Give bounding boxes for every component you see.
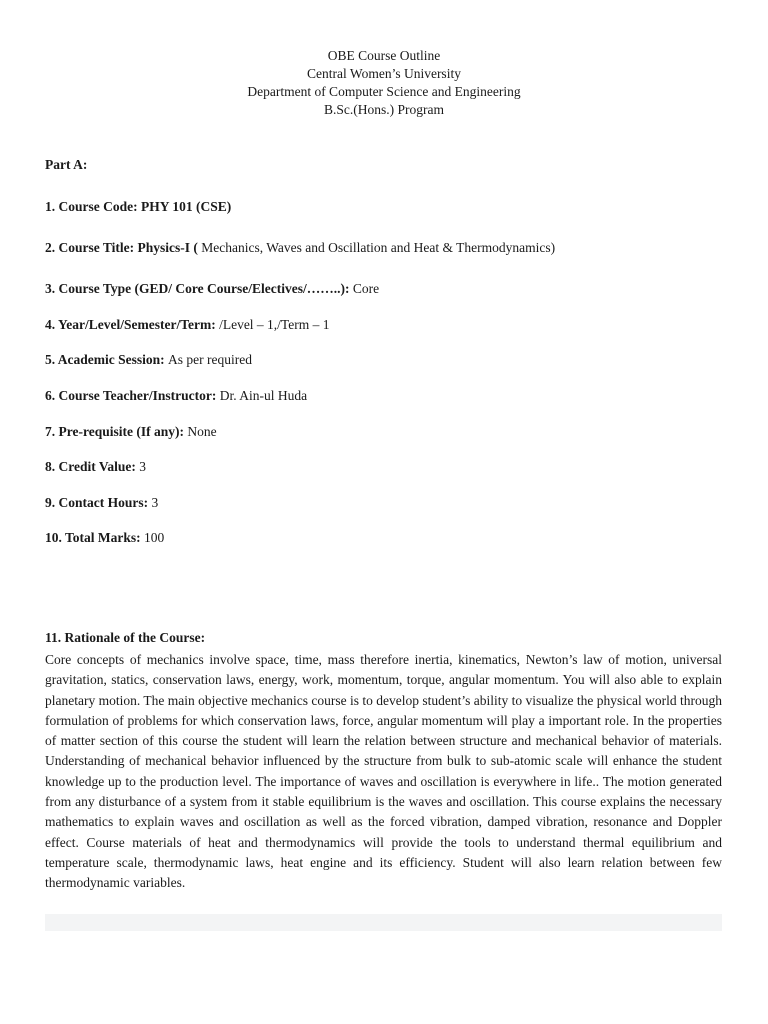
field-contact-hours-label: 9. Contact Hours: (45, 495, 152, 510)
part-a-heading: Part A: (45, 157, 88, 172)
field-course-type (45, 280, 379, 298)
field-course-teacher (45, 387, 307, 405)
field-course-title (45, 239, 555, 257)
field-academic-session-value: As per required (168, 352, 252, 367)
field-year-level-label: 4. Year/Level/Semester/Term: (45, 317, 220, 332)
field-credit-value-value: 3 (139, 459, 147, 474)
field-credit-value-label: 8. Credit Value: (45, 459, 140, 474)
rationale-heading: 11. Rationale of the Course: (45, 630, 206, 645)
header-line-program: B.Sc.(Hons.) Program (324, 102, 444, 117)
rationale-paragraph: Core concepts of mechanics involve space, time, mass therefore inertia, kinematics, Newton’s law of motion, universal gravitation, statics, conservation laws, energy, work, momentum, torque, angular momentum. You will also able to explain planetary motion. The main objective mechanics course is to develop student’s ability to visualize the physical world through formulation of problems for which conservation laws, force, angular momentum will play a important role. In the properties of matter section of this course the student will learn the relation between structure and mechanical behavior of materials. Understanding of mechanical behavior influenced by the structure from bulk to sub-atomic scale will enhance the student knowledge up to the production level. The importance of waves and oscillation is everywhere in life.. The motion generated from any disturbance of a system from it stable equilibrium is the waves and oscillation. This course explains the necessary mathematics to explain waves and oscillation as well as the forced vibration, damped vibration, resonance and Doppler effect. Course materials of heat and thermodynamics will provide the tools to understand thermal equilibrium and temperature scale, thermodynamic laws, heat engine and its efficiency. Student will also learn relation between few thermodynamic variables. (45, 652, 722, 891)
document-header (0, 47, 768, 119)
field-course-code-label: 1. Course Code: PHY 101 (CSE) (45, 199, 232, 214)
header-line-university: Central Women’s University (307, 66, 461, 81)
shaded-divider (45, 914, 722, 931)
field-credit-value (45, 458, 146, 476)
field-prerequisite-value: None (187, 424, 217, 439)
field-prerequisite (45, 423, 217, 441)
field-course-title-label: 2. Course Title: Physics-I ( (45, 240, 202, 255)
field-course-title-value: Mechanics, Waves and Oscillation and Heat & Thermodynamics) (201, 240, 556, 255)
field-academic-session-label: 5. Academic Session: (45, 352, 168, 367)
header-line-department: Department of Computer Science and Engineering (247, 84, 521, 99)
field-contact-hours (45, 494, 158, 512)
field-total-marks-value: 100 (144, 530, 165, 545)
header-line-outline: OBE Course Outline (327, 48, 441, 63)
field-year-level-value: /Level – 1,/Term – 1 (219, 317, 330, 332)
field-total-marks-label: 10. Total Marks: (45, 530, 145, 545)
field-course-teacher-label: 6. Course Teacher/Instructor: (45, 388, 220, 403)
field-course-type-label: 3. Course Type (GED/ Core Course/Electives/……..): (45, 281, 353, 296)
field-course-teacher-value: Dr. Ain-ul Huda (219, 388, 308, 403)
field-contact-hours-value: 3 (151, 495, 159, 510)
field-course-code (45, 198, 231, 216)
field-course-type-value: Core (352, 281, 380, 296)
field-total-marks (45, 529, 164, 547)
field-year-level (45, 316, 329, 334)
field-prerequisite-label: 7. Pre-requisite (If any): (45, 424, 188, 439)
field-academic-session (45, 351, 252, 369)
